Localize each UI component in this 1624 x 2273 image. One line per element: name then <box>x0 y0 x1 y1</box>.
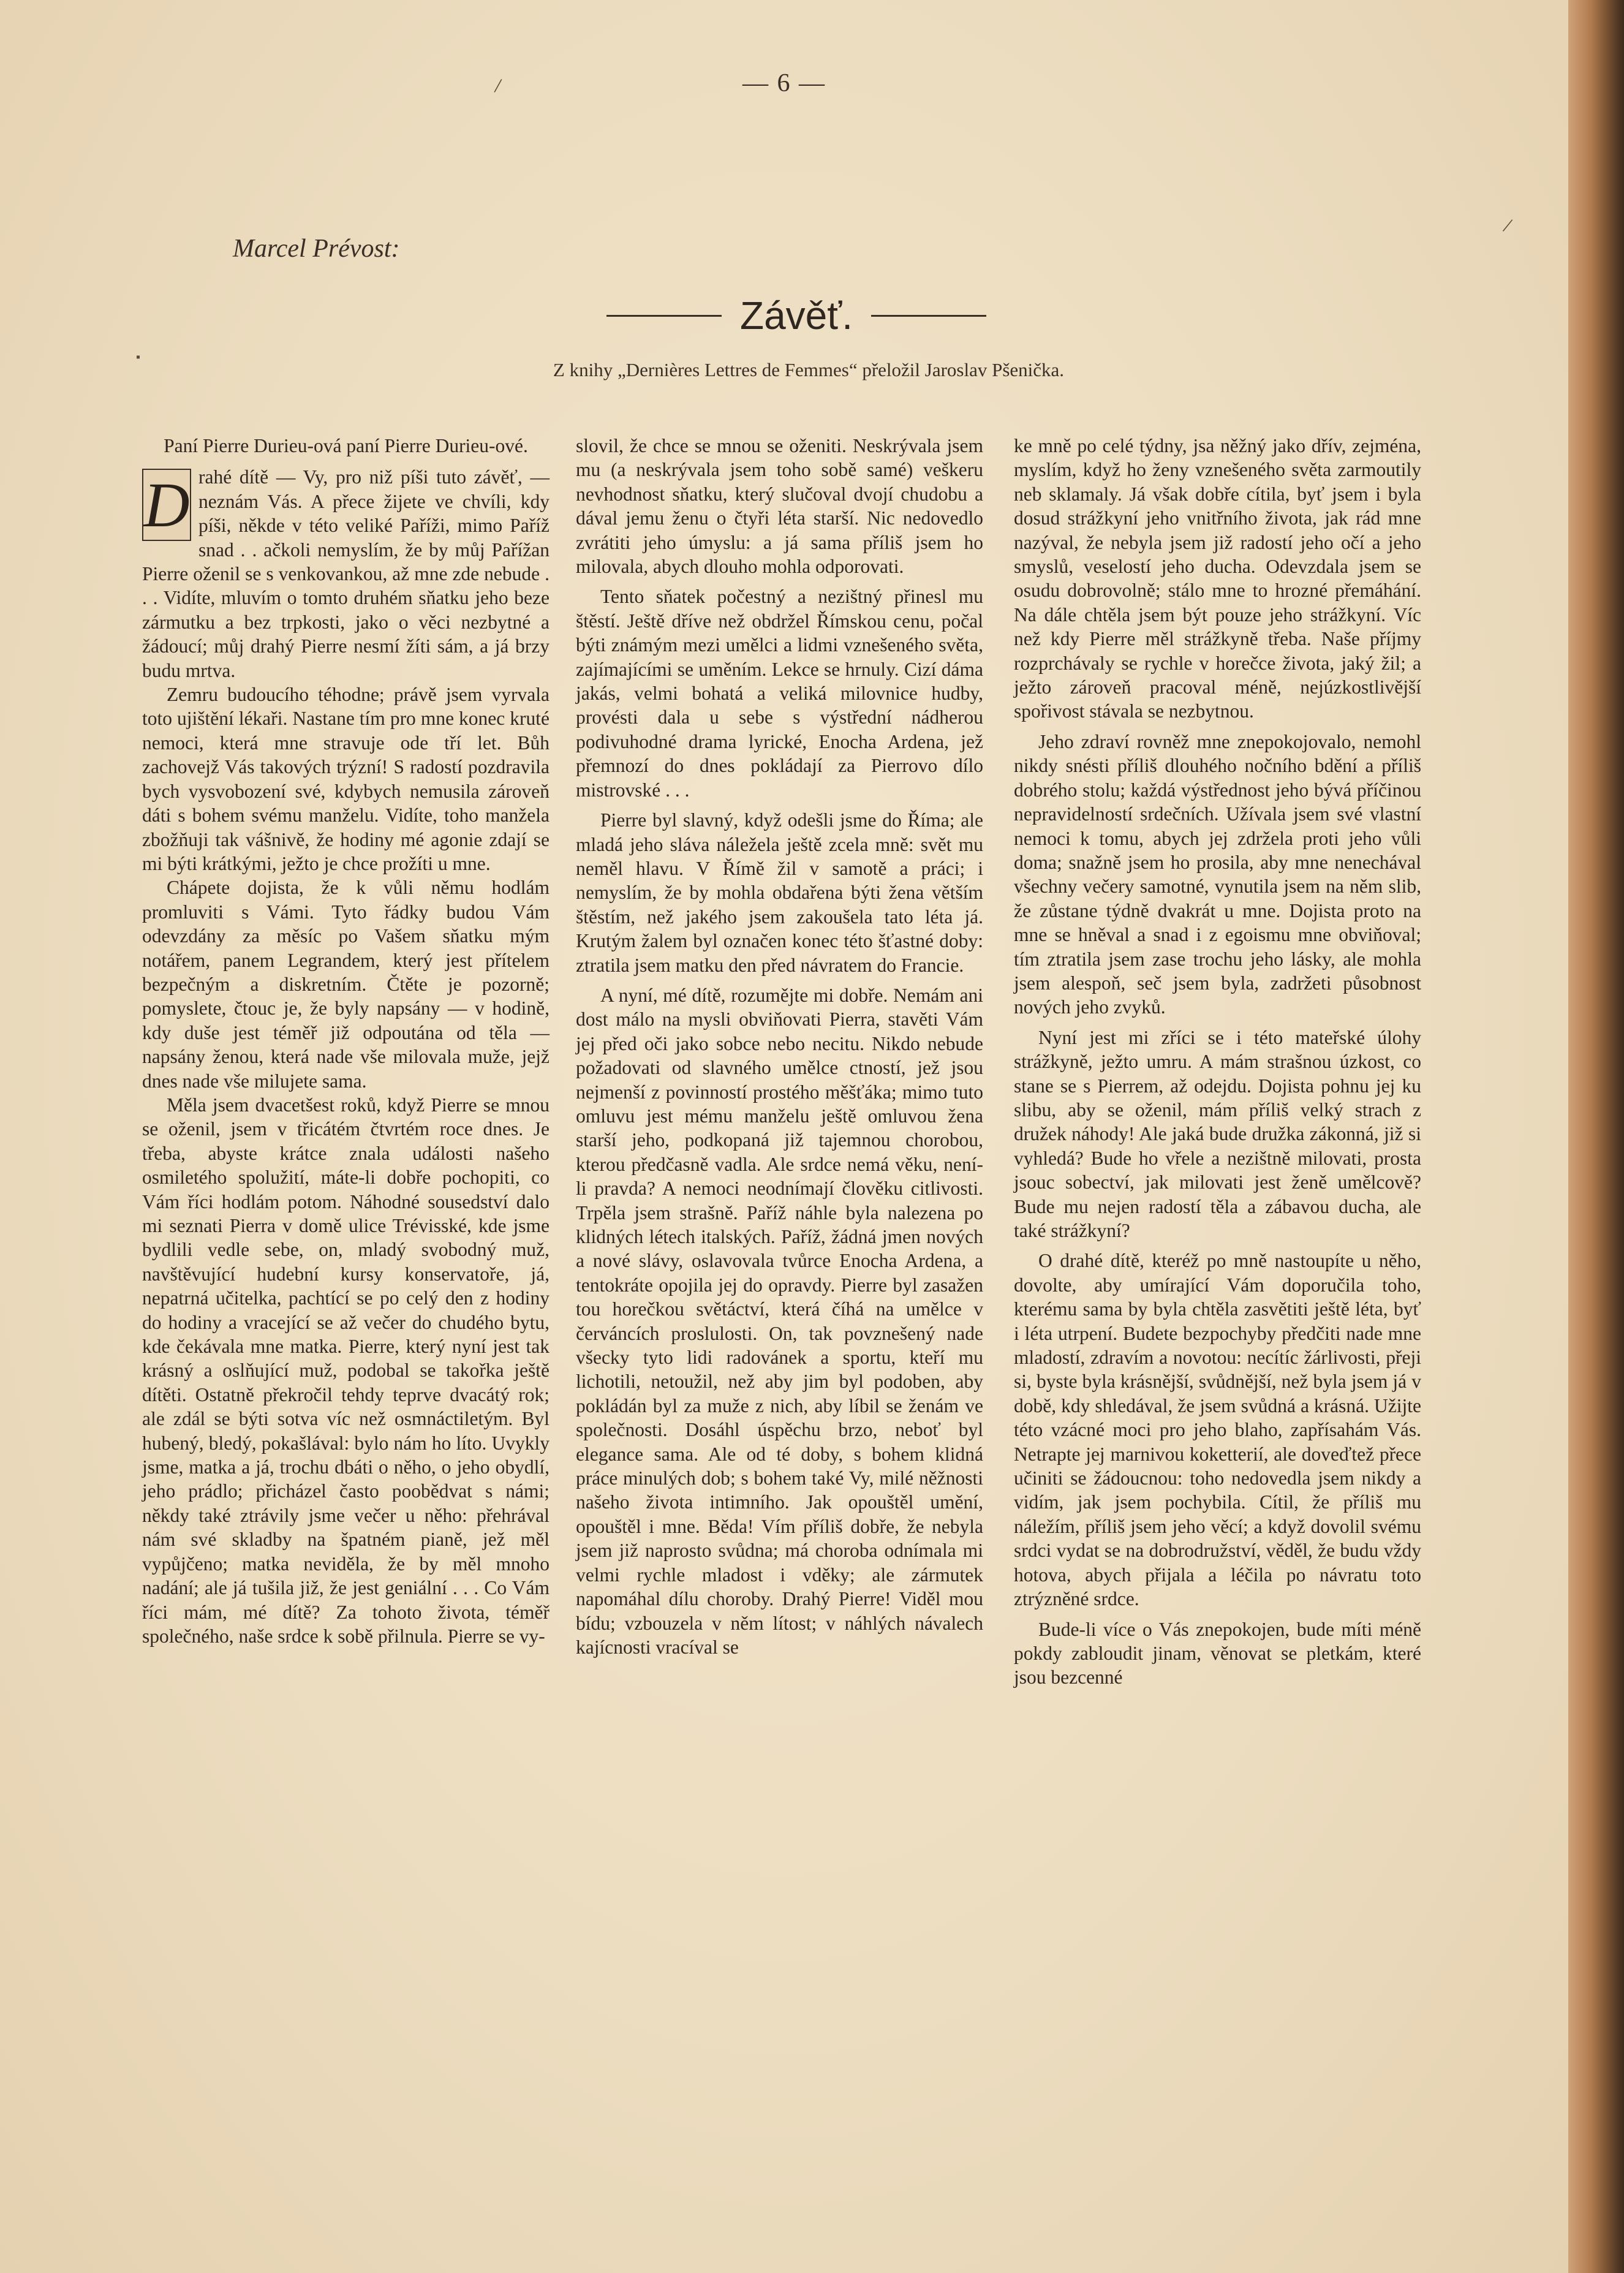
paragraph: Tento sňatek počestný a nezištný přinesl mu štěstí. Ještě dříve než obdržel Římskou cenu, počal býti známým mezi umělci a lidmi vznešeného světa, zajímajícími se uměním. Lekce se hrnuly. Cizí dáma jakás, velmi bohatá a veliká milovnice hudby, provésti dala u sebe s výstřední nádherou podivuhodné drama lyrické, Enocha Ardena, jež přemnozí do dnes pokládají za Pierrovo dílo mistrovské . . . <box>576 586 983 801</box>
paragraph: Chápete dojista, že k vůli němu hodlám promluviti s Vámi. Tyto řádky budou Vám odevzdány za měsíc po Vašem sňatku mým notářem, panem Legrandem, který jest přítelem bezpečným a diskretním. Čtěte je pozorně; pomyslete, čtouc je, že byly napsány — v hodině, kdy duše jest téměř již odpoutána od těla — napsány ženou, která nade vše milovala muže, jejž dnes nade vše milujete sama. <box>142 877 550 1092</box>
paragraph: O drahé dítě, kteréž po mně nastoupíte u něho, dovolte, aby umírající Vám doporučila toho, kterému sama by byla chtěla zasvětiti ještě léta, byť i léta utrpení. Budete bezpochyby předčiti nade mne mladostí, zdravím a novotou: necítíc žárlivosti, přeji si, byste byla krásnější, svůdnější, než byla jsem já v době, kdy shledával, že jsem svůdná a krásná. Užijte této vzácné moci pro jeho blaho, zapřísahám Vás. Netrapte jej marnivou koketterií, ale doveďtež přece učiniti se žádoucnou: toho nedovedla jsem nikdy a vidím, jak jsem pochybila. Cítil, že příliš mu náležím, příliš jsem jeho věcí; a když dovolil svému srdci vydat se na dobrodružství, věděl, že budu vždy hotova, abych přijala a léčila po návratu toto ztrýzněné srdce. <box>1014 1250 1421 1610</box>
paragraph: Měla jsem dvacetšest roků, když Pierre se mnou se oženil, jsem v třicátém čtvrtém roce dnes. Je třeba, abyste krátce znala události našeho osmiletého spolužití, máte-li dobře pochopiti, co Vám říci hodlám potom. Náhodné sousedství dalo mi seznati Pierra v domě ulice Trévisské, kde jsme bydlili vedle sebe, on, mladý svobodný muž, navštěvující hudební kursy konservatoře, já, nepatrná učitelka, pachtící se po celý den z hodiny do hodiny a vracející se až večer do chudého bytu, kde čekávala mne matka. Pierre, který nyní jest tak krásný a oslňující muž, podobal se takořka ještě dítěti. Ostatně překročil tehdy teprve dvacátý rok; ale zdál se býti sotva víc než osmnáctiletým. Byl hubený, bledý, pokašlával: bylo nám ho líto. Uvykly jsme, matka a já, trochu dbáti o něho, o jeho obydlí, jeho prádlo; přicházel často poobědvat s námi; někdy také ztrávily jsme večer u něho: přehrával nám své skladby na špatném pianě, jež měl vypůjčeno; matka neviděla, že by měl mnoho nadání; ale já tušila již, že jest geniální . . . Co Vám říci mám, mé dítě? Za tohoto života, téměř společného, naše srdce k sobě přilnula. Pierre se vy- <box>142 1094 550 1647</box>
title-rule-left <box>606 315 722 317</box>
paragraph: slovil, že chce se mnou se oženiti. Neskrývala jsem mu (a neskrývala jsem toho sobě samé) veškeru nevhodnost sňatku, který slučoval dvojí chudobu a dával jemu ženu o čtyři léta starší. Nic nedovedlo zvrátiti jeho úmyslu: a já sama příliš jsem ho milovala, abych dlouho mohla odporovati. <box>576 435 983 578</box>
text-column-2 <box>576 434 983 1659</box>
author-name: Marcel Prévost: <box>233 235 400 263</box>
text-column-3 <box>1014 434 1421 1690</box>
paragraph: ke mně po celé týdny, jsa něžný jako dřív, zejména, myslím, když ho ženy vznešeného světa zarmoutily neb sklamaly. Já však dobře cítila, byť jsem i byla dosud strážkyní jeho vnitřního života, jak rád mne nazýval, že nebyla jsem již radostí jeho očí a jeho smyslů, veselostí jeho ducha. Odevzdala jsem se osudu dobrovolně; stálo mne to hrozné přemáhání. Na dále chtěla jsem být pouze jeho strážkyní. Víc než kdy Pierre měl strážkyně třeba. Naše příjmy rozprchávaly se rychle v horečce života, jaký žil; a ježto zároveň pracoval méně, nejúzkostlivější spořivost stávala se nezbytnou. <box>1014 435 1421 722</box>
title-rule-right <box>871 315 986 317</box>
paragraph: Bude-li více o Vás znepokojen, bude míti méně pokdy zabloudit jinam, věnovat se pletkám, které jsou bezcenné <box>1014 1618 1421 1689</box>
article-subtitle: Z knihy „Dernières Lettres de Femmes“ přeložil Jaroslav Pšenička. <box>553 359 1065 380</box>
margin-mark: / <box>493 74 503 98</box>
paragraph: A nyní, mé dítě, rozumějte mi dobře. Nemám ani dost málo na mysli obviňovati Pierra, stavěti Vám jej před oči jako sobce nebo necitu. Nikdo nebude požadovati od slavného umělce ctností, jež jsou nejmenší z povinností prostého měšťáka; mimo tuto omluvu jest mému manželu ještě omluvou žena starší jeho, podkopaná již tajemnou chorobou, kterou předčasně vadla. Ale srdce nemá věku, není-li pravda? A nemoci neodnímají člověku citlivosti. Trpěla jsem strašně. Paříž náhle byla nalezena po klidných létech italských. Paříž, žádná jmen nových a nové slávy, oslavovala tvůrce Enocha Ardena, a tentokráte opojila jej do opravdy. Pierre byl zasažen tou horečkou světáctví, která číhá na umělce v červáncích proslulosti. On, tak povznešený nade všecky tyto lidi radovánek a sportu, kteří mu lichotili, netoužil, než aby jim byl podoben, aby pokládán byl za muže z nich, aby líbil se ženám ve společnosti. Dosáhl úspěchu brzo, neboť byl elegance sama. Ale od té doby, s bohem klidná práce minulých dob; s bohem také Vy, milé něžnosti našeho života intimního. Jak opouštěl umění, opouštěl i mne. Běda! Vím příliš dobře, že nebyla jsem již naprosto svůdna; má choroba odnímala mi velmi rychle mladost i vděky; ale zármutek napomáhal dílu choroby. Drahý Pierre! Viděl mou bídu; vzbouzela v něm lítost; v náhlých návalech kajícnosti vracíval se <box>576 984 983 1658</box>
paragraph: Nyní jest mi zříci se i této mateřské úlohy strážkyně, ježto umru. A mám strašnou úzkost, co stane se s Pierrem, až odejdu. Dojista pohnu jej ku slibu, aby se oženil, mám příliš velký strach z družek náhody! Ale jaká bude družka zákonná, již si vyhledá? Bude ho vřele a nezištně milovati, prosta jsouc sobectví, jak milovati jest ženě umělcově? Bude mu nejen radostí těla a zábavou ducha, ale také strážkyní? <box>1014 1026 1421 1241</box>
book-spine <box>1568 0 1624 2273</box>
page-number: — 6 — <box>742 69 826 97</box>
paragraph-text: rahé dítě — Vy, pro niž píši tuto závěť, — neznám Vás. A přece žijete ve chvíli, kdy píši, někde v této veliké Paříži, mimo Paříž snad . . ačkoli nemyslím, že by můj Pařížan Pierre oženil se s venkovankou, až mne zde nebude . . . Vidíte, mluvím o tomto druhém sňatku jeho beze zármutku a bez trpkosti, jako o věci nezbytné a žádoucí; můj drahý Pierre nesmí žíti sám, a já brzy budu mrtva. <box>142 466 550 681</box>
margin-mark: / <box>1501 214 1514 238</box>
title-row <box>588 293 1005 338</box>
paragraph: Jeho zdraví rovněž mne znepokojovalo, nemohl nikdy snésti příliš dlouhého nočního bdění a příliš dobrého stolu; každá výstřednost jeho bývá příčinou nepravidelností srdečních. Užívala jsem své vlastní nemoci k tomu, abych jej zdržela proti jeho vůli doma; snažně jsem ho prosila, aby mne nenechával všechny večery samotné, vynutila jsem na něm slib, že zůstane týdně dvakrát u mne. Dojista proto na mne se hněval a snad i z egoismu mne obviňoval; tím ztratila jsem zase trochu jeho lásky, ale mohla jsem alespoň, seč jsem byla, zadržeti působnost nových jeho zvyků. <box>1014 730 1421 1018</box>
dropcap-letter: D <box>142 469 191 541</box>
article-title: Závěť. <box>739 293 853 338</box>
paragraph: Zemru budoucího téhodne; právě jsem vyrvala toto ujištění lékaři. Nastane tím pro mne konec kruté nemoci, která mne stravuje ode tří let. Bůh zachovejž Vás takových trýzní! S radostí pozdravila bych vysvobození své, kdybych nemusila zároveň dáti s bohem svému manželu. Vidíte, toho manžela zbožňuji tak vášnivě, že hodiny mé agonie zdají se mi býti krátkými, ježto je chce prožíti u mne. <box>142 684 550 874</box>
text-column-1 <box>142 434 550 1648</box>
salutation: Paní Pierre Durieu-ová paní Pierre Durieu-ové. <box>164 435 528 456</box>
margin-mark: ▪ <box>136 350 141 364</box>
paragraph <box>142 465 550 683</box>
paragraph: Pierre byl slavný, když odešli jsme do Říma; ale mladá jeho sláva náležela ještě zcela mně: svět mu neměl hlavu. V Římě žil v samotě a práci; i nemyslím, že by mohla obdařena býti žena větším štěstím, než jakého jsem zakoušela tato léta já. Krutým žalem byl označen konec této šťastné doby: ztratila jsem matku den před návratem do Francie. <box>576 809 983 976</box>
